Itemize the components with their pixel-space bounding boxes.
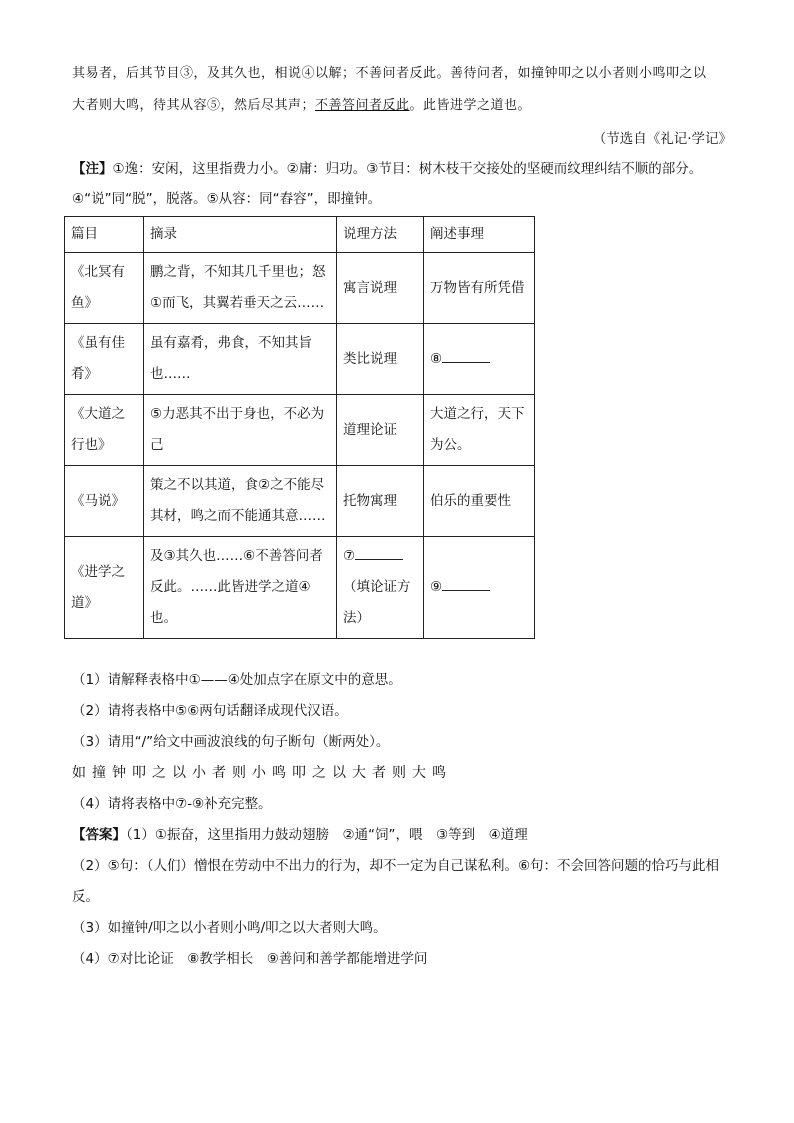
row-point: 万物皆有所凭借: [424, 253, 535, 324]
question-3: （3）请用“/”给文中画波浪线的句子断句（断两处）。: [72, 734, 390, 750]
note-line-1: [72, 154, 732, 184]
table-row: [65, 253, 535, 324]
passage-line-2: [72, 90, 732, 122]
underlined-sentence: 不善答问者反此: [315, 98, 410, 113]
row-method: 托物寓理: [337, 466, 424, 537]
row-point: 大道之行，天下为公。: [424, 395, 535, 466]
row-method: 道理论证: [337, 395, 424, 466]
source-citation: （节选自《礼记·学记》: [592, 131, 732, 147]
answer-1: （1）①振奋，这里指用力鼓动翅膀 ②通“饲”，喂 ③等到 ④道理: [126, 827, 528, 843]
annotation-notes: [72, 154, 732, 214]
answer-blank-9[interactable]: [442, 576, 490, 591]
row-excerpt: 策之不以其道，食②之不能尽其材，鸣之而不能通其意……: [144, 466, 337, 537]
table-row: [65, 537, 535, 639]
header-title: 篇目: [65, 217, 144, 253]
table-row: [65, 324, 535, 395]
note-tag: 【注】: [72, 161, 113, 177]
row-excerpt: 鹏之背，不知其几千里也；怒①而飞，其翼若垂天之云……: [144, 253, 337, 324]
comparison-table: [64, 216, 535, 639]
header-point: 阐述事理: [424, 217, 535, 253]
answer-line-1: [72, 820, 732, 851]
answer-tag: 【答案】: [72, 827, 126, 843]
table-row: [65, 395, 535, 466]
method-blank-line: [343, 541, 417, 572]
row-title: 《进学之道》: [65, 537, 144, 639]
passage-line-2-start: 大者则大鸣，待其从容⑤，然后尽其声；: [72, 98, 316, 113]
row-excerpt: 虽有嘉肴，弗食，不知其旨也……: [144, 324, 337, 395]
question-2: （2）请将表格中⑤⑥两句话翻译成现代汉语。: [72, 703, 348, 719]
blank-label-7: ⑦: [343, 548, 356, 564]
row-method: 类比说理: [337, 324, 424, 395]
question-3-sentence: 如撞钟叩之以小者则小鸣叩之以大者则大鸣: [72, 765, 452, 781]
row-title: 《虽有佳肴》: [65, 324, 144, 395]
table-header-row: [65, 217, 535, 253]
answer-2: （2）⑤句：（人们）憎恨在劳动中不出力的行为，却不一定为自己谋私利。⑥句：不会回答问题的恰巧与此相反。: [72, 858, 720, 905]
answer-blank-8[interactable]: [442, 348, 490, 363]
header-excerpt: 摘录: [144, 217, 337, 253]
method-hint: （填论证方法）: [343, 579, 411, 626]
question-1: （1）请解释表格中①——④处加点字在原文中的意思。: [72, 672, 402, 688]
answer-section: [72, 820, 732, 975]
answer-4: （4）⑦对比论证 ⑧教学相长 ⑨善问和善学都能增进学问: [72, 951, 428, 967]
row-method: 寓言说理: [337, 253, 424, 324]
header-method: 说理方法: [337, 217, 424, 253]
passage-line-1: 其易者，后其节目③，及其久也，相说④以解；不善问者反此。善待问者，如撞钟叩之以小者则小鸣叩之以: [72, 66, 707, 81]
row-point: 伯乐的重要性: [424, 466, 535, 537]
blank-label-9: ⑨: [430, 579, 443, 595]
row-title: 《大道之行也》: [65, 395, 144, 466]
row-method: [337, 537, 424, 639]
row-title: 《北冥有鱼》: [65, 253, 144, 324]
row-point: [424, 324, 535, 395]
document-page: [72, 58, 732, 975]
note-text-1: ①逸：安闲，这里指费力小。②庸：归功。③节目：树木枝干交接处的坚硬而纹理纠结不顺的部分。: [112, 161, 703, 177]
row-title: 《马说》: [65, 466, 144, 537]
note-line-2: ④“说”同“脱”，脱落。⑤从容：同“舂容”，即撞钟。: [72, 191, 382, 207]
row-excerpt: 及③其久也……⑥不善答问者反此。……此皆进学之道④也。: [144, 537, 337, 639]
row-excerpt: ⑤力恶其不出于身也，不必为己: [144, 395, 337, 466]
question-4: （4）请将表格中⑦-⑨补充完整。: [72, 796, 272, 812]
passage-line-2-end: 。此皆进学之道也。: [409, 98, 532, 113]
table-row: [65, 466, 535, 537]
answer-3: （3）如撞钟/叩之以小者则小鸣/叩之以大者则大鸣。: [72, 920, 387, 936]
answer-blank-7[interactable]: [355, 545, 403, 560]
blank-label-8: ⑧: [430, 350, 443, 367]
row-point: [424, 537, 535, 639]
